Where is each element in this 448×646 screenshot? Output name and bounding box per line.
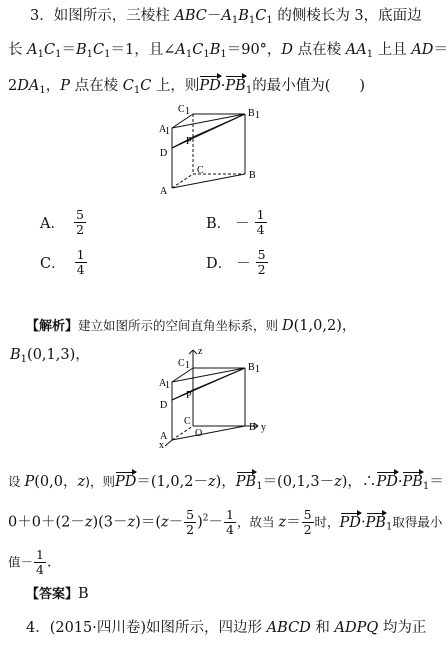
svg-text:A: A <box>160 431 168 442</box>
label-b: B <box>249 170 256 181</box>
svg-text:D: D <box>160 400 168 411</box>
svg-text:1: 1 <box>255 364 260 375</box>
answer-tag: 【答案】 <box>26 587 79 602</box>
label-b1: B <box>248 108 255 119</box>
svg-text:1: 1 <box>185 106 190 117</box>
svg-text:y: y <box>261 422 266 433</box>
svg-text:O: O <box>195 428 203 439</box>
svg-text:B: B <box>249 422 256 433</box>
svg-text:1: 1 <box>185 360 190 371</box>
segment-db1 <box>172 114 245 148</box>
svg-text:P: P <box>186 390 192 401</box>
solution-line-3: 设 P(0,0，z)，则PD＝(1,0,2－z)，$PB_1=(0,1,3-z)$，$\therefore PD\cdot PB_1=$ <box>8 474 444 492</box>
option-c[interactable]: C． $\frac{1}{4}$ <box>40 247 85 277</box>
svg-text:z: z <box>198 346 203 357</box>
solution-tag: 【解析】 <box>26 319 79 334</box>
label-a1: A <box>159 124 167 135</box>
svg-text:x: x <box>159 440 164 451</box>
label-a: A <box>160 186 168 197</box>
solution-line-4: 0＋0＋(2－z)(3－z)＝(z－ $\frac{5}{2}$ )$^2$－ $\frac{1}{4}$ ，故当 z＝ $\frac{5}{2}$ 时，$PD\cdot PB_1$取得最小 <box>8 507 443 537</box>
svg-text:C: C <box>184 416 191 427</box>
label-c: C <box>197 165 204 176</box>
q3-line-2: 长 $A_1C_1=B_1C_1=1$，且$\angle A_1C_1B_1=90^\circ$，D 点在棱 $AA_1$ 上且 AD＝ <box>8 42 448 60</box>
solution-line-5: 值－ $\frac{1}{4}$ ． <box>8 547 62 577</box>
q3-line-1: 3．如图所示，三棱柱 $ABC-A_1B_1C_1$ 的侧棱长为 3，底面边 <box>30 8 422 26</box>
label-d: D <box>160 148 168 159</box>
svg-text:1: 1 <box>255 110 260 121</box>
solution-line-1: 【解析】建立如图所示的空间直角坐标系，则 D(1,0,2)， <box>26 318 357 334</box>
answer-line <box>26 584 89 605</box>
svg-text:C: C <box>178 358 185 369</box>
option-a[interactable]: A． $\frac{5}{2}$ <box>40 207 84 237</box>
q3-line-3: $2DA_1$，P 点在棱 $C_1C$ 上，则$PD\cdot PB_1$的最小值为( ) <box>8 78 366 96</box>
answer-value: B <box>78 586 89 602</box>
svg-text:A: A <box>159 378 167 389</box>
label-p: P <box>186 136 192 147</box>
label-c1: C <box>178 104 185 115</box>
solution-line-2: $B_1(0,1,3)$， <box>10 347 90 365</box>
prism-figure-1 <box>150 104 275 198</box>
prism-figure-2 <box>150 342 275 451</box>
q4-line-1: 4．(2015·四川卷)如图所示，四边形 ABCD 和 ADPQ 均为正 <box>26 620 427 636</box>
option-d[interactable]: D． － $\frac{5}{2}$ <box>206 247 266 277</box>
svg-text:1: 1 <box>165 380 170 391</box>
svg-text:B: B <box>248 362 255 373</box>
svg-text:1: 1 <box>165 126 170 137</box>
option-b[interactable]: B． － $\frac{1}{4}$ <box>206 207 265 237</box>
